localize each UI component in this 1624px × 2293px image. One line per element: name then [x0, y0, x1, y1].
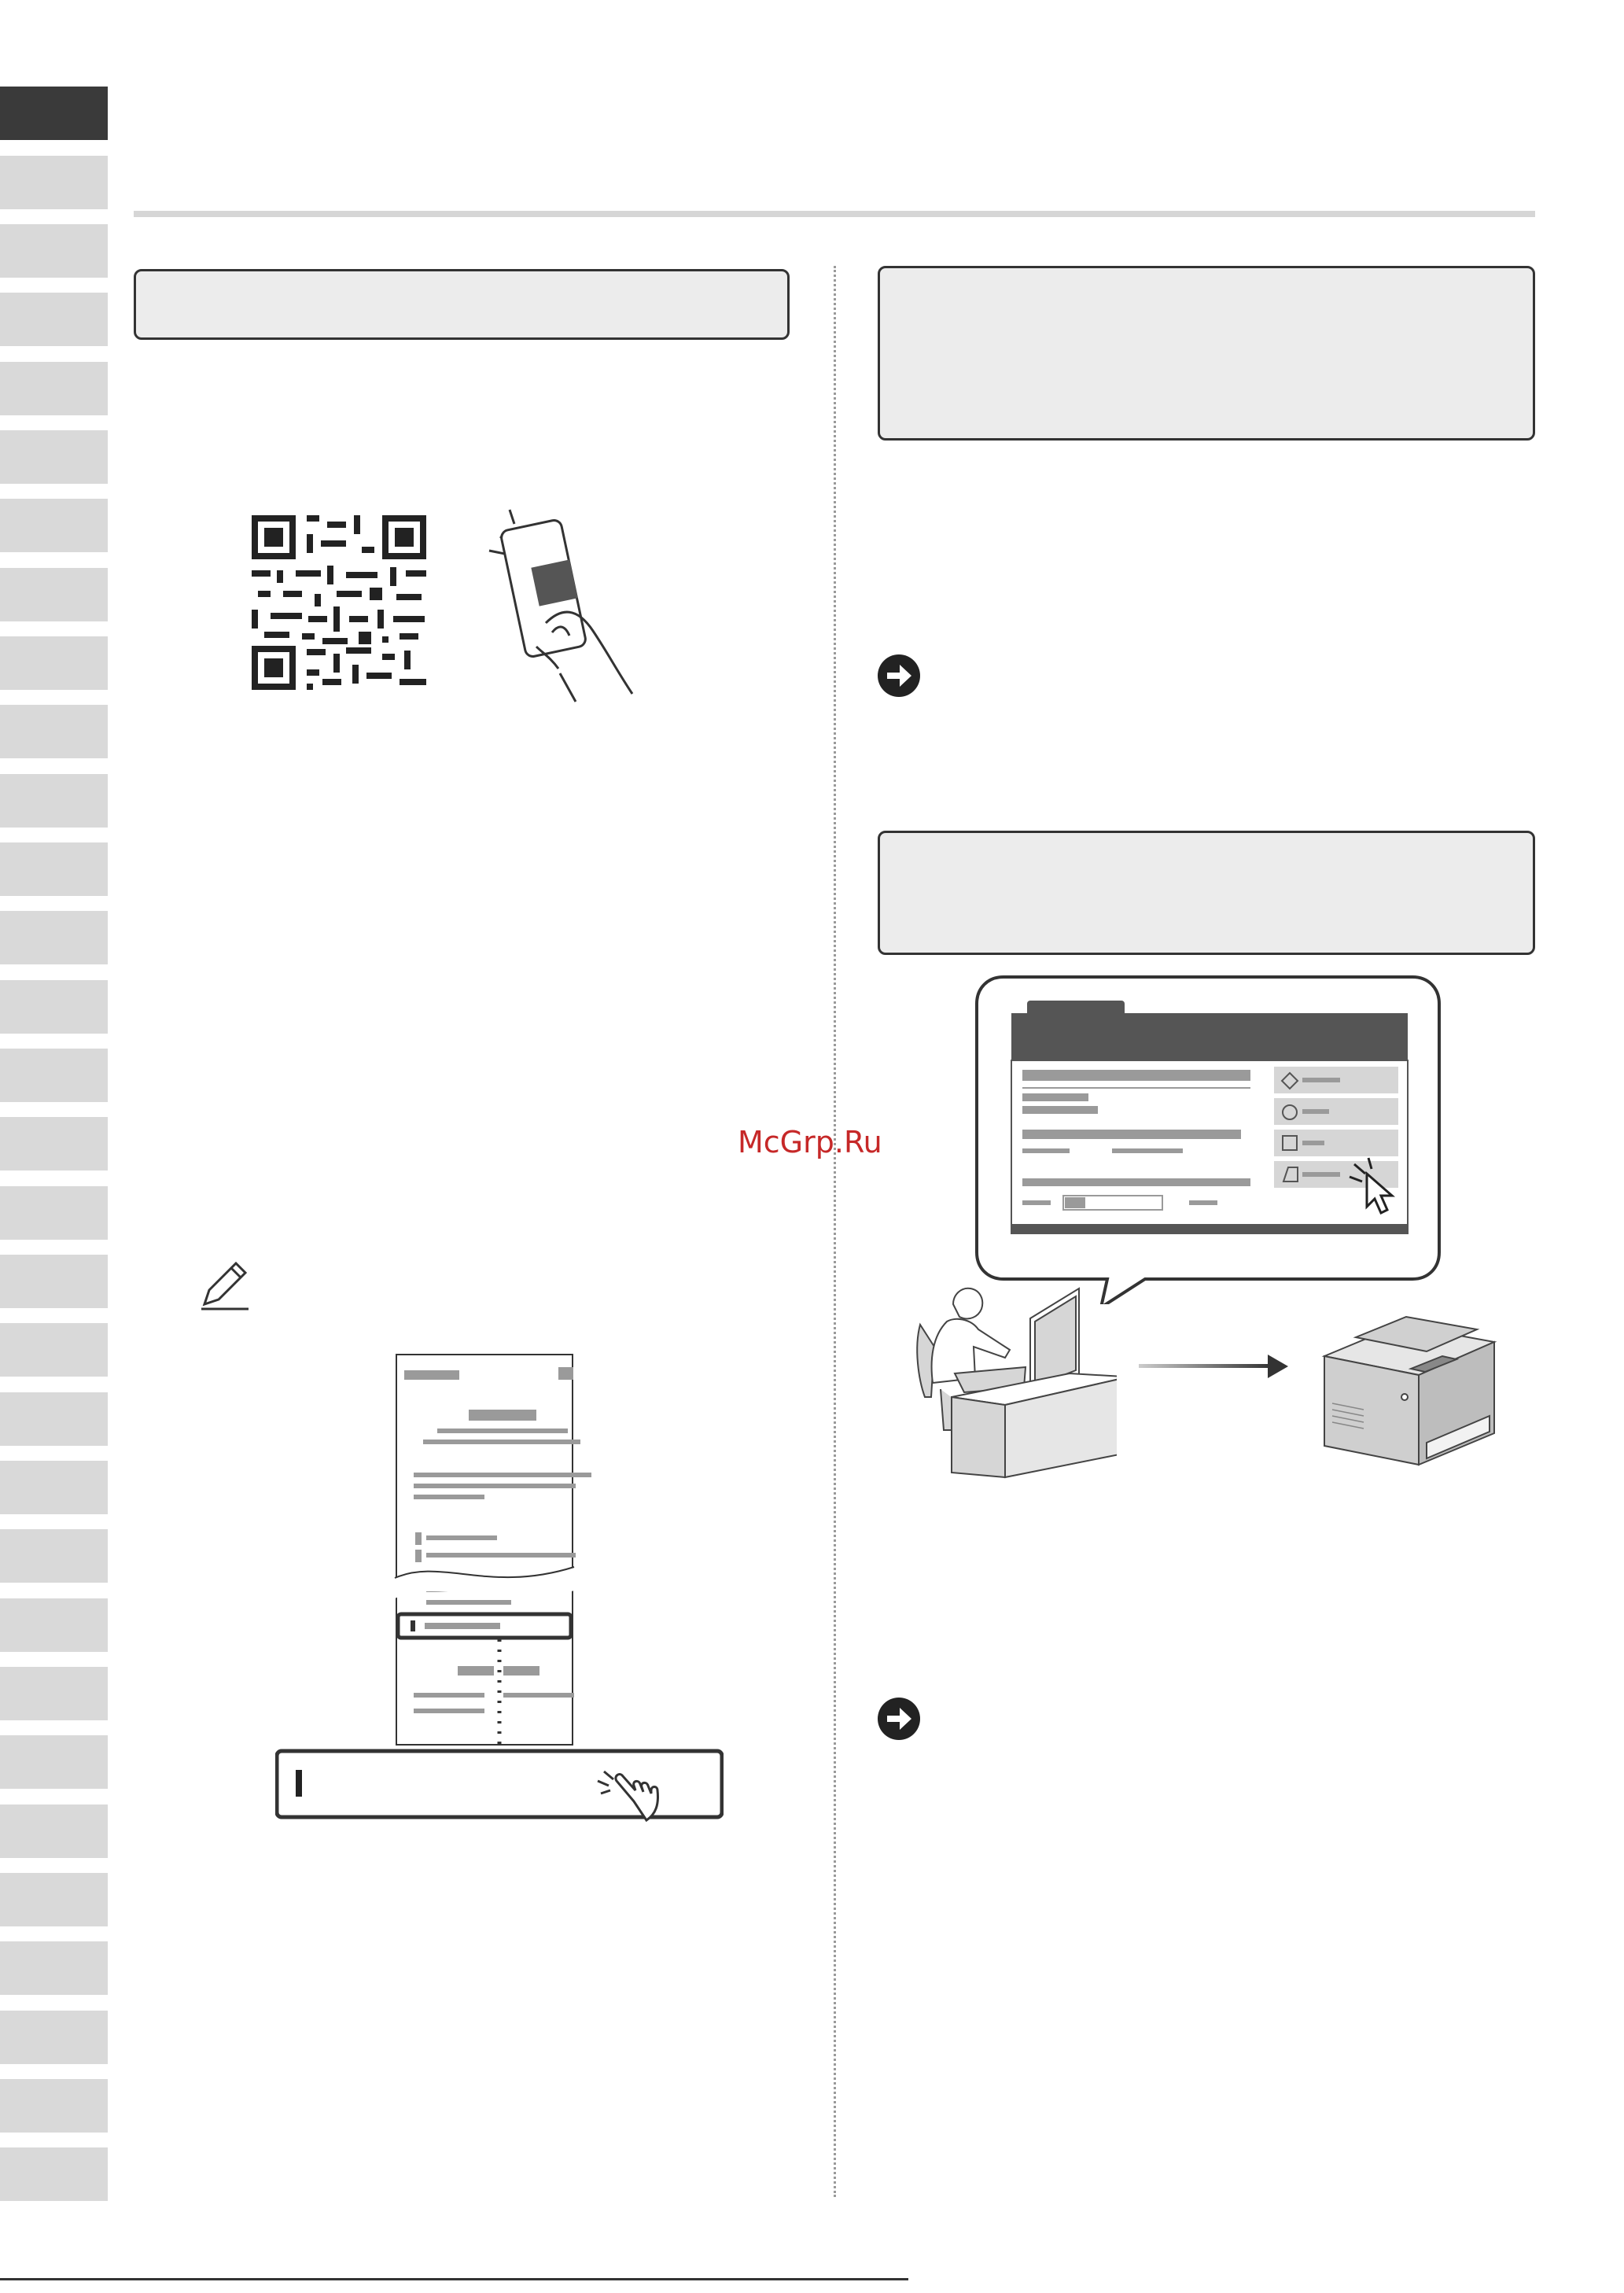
tab-11[interactable] [0, 774, 108, 828]
tab-18[interactable] [0, 1255, 108, 1308]
tab-2[interactable] [0, 156, 108, 209]
header-rule [134, 211, 1535, 217]
tab-17[interactable] [0, 1186, 108, 1240]
document-illustration [275, 1353, 724, 1856]
tab-16[interactable] [0, 1117, 108, 1170]
qr-code-icon [252, 515, 426, 690]
tab-30[interactable] [0, 2079, 108, 2133]
tab-13[interactable] [0, 911, 108, 964]
tab-25[interactable] [0, 1735, 108, 1789]
tab-10[interactable] [0, 705, 108, 758]
tab-14[interactable] [0, 980, 108, 1034]
arrow-to-printer [1139, 1353, 1290, 1380]
tab-6[interactable] [0, 430, 108, 484]
tab-24[interactable] [0, 1667, 108, 1720]
tab-21[interactable] [0, 1461, 108, 1514]
right-section2-header-box [878, 831, 1535, 955]
tab-23[interactable] [0, 1598, 108, 1652]
tab-5[interactable] [0, 362, 108, 415]
column-divider [834, 266, 836, 2197]
arrow-right-circle-icon [876, 1696, 922, 1742]
tab-15[interactable] [0, 1049, 108, 1102]
tab-22[interactable] [0, 1529, 108, 1583]
printer-illustration [1309, 1309, 1505, 1474]
right-section-header-box [878, 266, 1535, 441]
person-at-computer-illustration [912, 1274, 1117, 1479]
tab-29[interactable] [0, 2011, 108, 2064]
tab-27[interactable] [0, 1873, 108, 1926]
tab-26[interactable] [0, 1805, 108, 1858]
tab-9[interactable] [0, 636, 108, 690]
tab-19[interactable] [0, 1323, 108, 1377]
tab-8[interactable] [0, 568, 108, 621]
tab-4[interactable] [0, 293, 108, 346]
remote-ui-illustration [972, 974, 1444, 1304]
tab-20[interactable] [0, 1392, 108, 1446]
arrow-right-circle-icon [876, 653, 922, 699]
pencil-note-icon [198, 1257, 255, 1314]
left-section-header-box [134, 269, 790, 340]
watermark: McGrp.Ru [738, 1125, 882, 1159]
smartphone-scan-icon [481, 505, 678, 717]
tab-3[interactable] [0, 224, 108, 278]
tab-1[interactable] [0, 87, 108, 140]
tab-31[interactable] [0, 2147, 108, 2201]
tab-12[interactable] [0, 842, 108, 896]
tab-28[interactable] [0, 1941, 108, 1995]
footer-rule [0, 2278, 908, 2280]
tab-7[interactable] [0, 499, 108, 552]
